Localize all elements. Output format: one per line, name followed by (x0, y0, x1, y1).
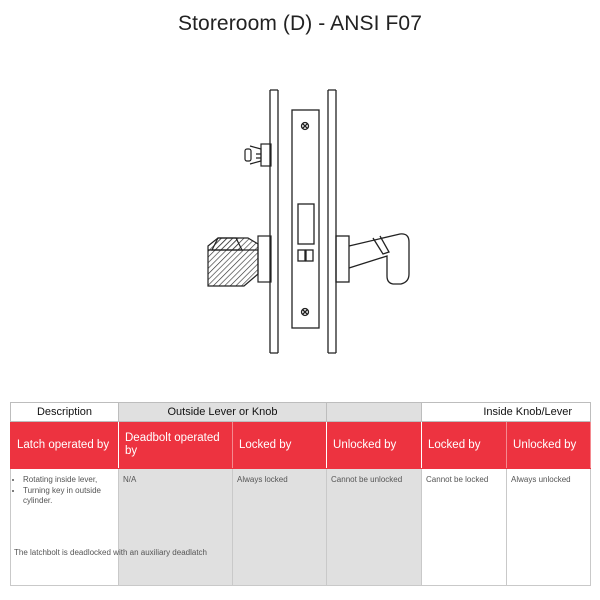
mortise-faceplate (292, 110, 319, 328)
latch-item-2: • Turning key in outside cylinder. (23, 486, 114, 506)
outside-cylinder-key-icon (245, 144, 271, 166)
column-header-row (11, 422, 591, 469)
header-blank (327, 403, 422, 422)
col-outside-locked: Locked by (233, 422, 327, 469)
function-table (10, 402, 591, 586)
cell-deadbolt: N/A (119, 469, 233, 586)
header-outside: Outside Lever or Knob (119, 403, 327, 422)
col-inside-locked: Locked by (422, 422, 507, 469)
cell-latch (11, 469, 119, 586)
footnote: The latchbolt is deadlocked with an auxiliary deadlatch (14, 548, 208, 557)
col-outside-unlocked: Unlocked by (327, 422, 422, 469)
latch-item-1: • Rotating inside lever, (23, 475, 114, 485)
header-description: Description (11, 403, 119, 422)
group-header-row (11, 403, 591, 422)
col-latch: Latch operated by (11, 422, 119, 469)
cell-outside-unlocked: Cannot be unlocked (327, 469, 422, 586)
header-inside: Inside Knob/Lever (422, 403, 591, 422)
col-inside-unlocked: Unlocked by (507, 422, 591, 469)
mortise-lock-diagram (190, 88, 430, 358)
page-title: Storeroom (D) - ANSI F07 (178, 12, 422, 35)
cell-inside-locked: Cannot be locked (422, 469, 507, 586)
outside-lever-icon (208, 236, 271, 286)
function-data-row (11, 469, 591, 586)
inside-lever-icon (336, 234, 409, 284)
cell-outside-locked: Always locked (233, 469, 327, 586)
col-deadbolt: Deadbolt operated by (119, 422, 233, 469)
cell-inside-unlocked: Always unlocked (507, 469, 591, 586)
